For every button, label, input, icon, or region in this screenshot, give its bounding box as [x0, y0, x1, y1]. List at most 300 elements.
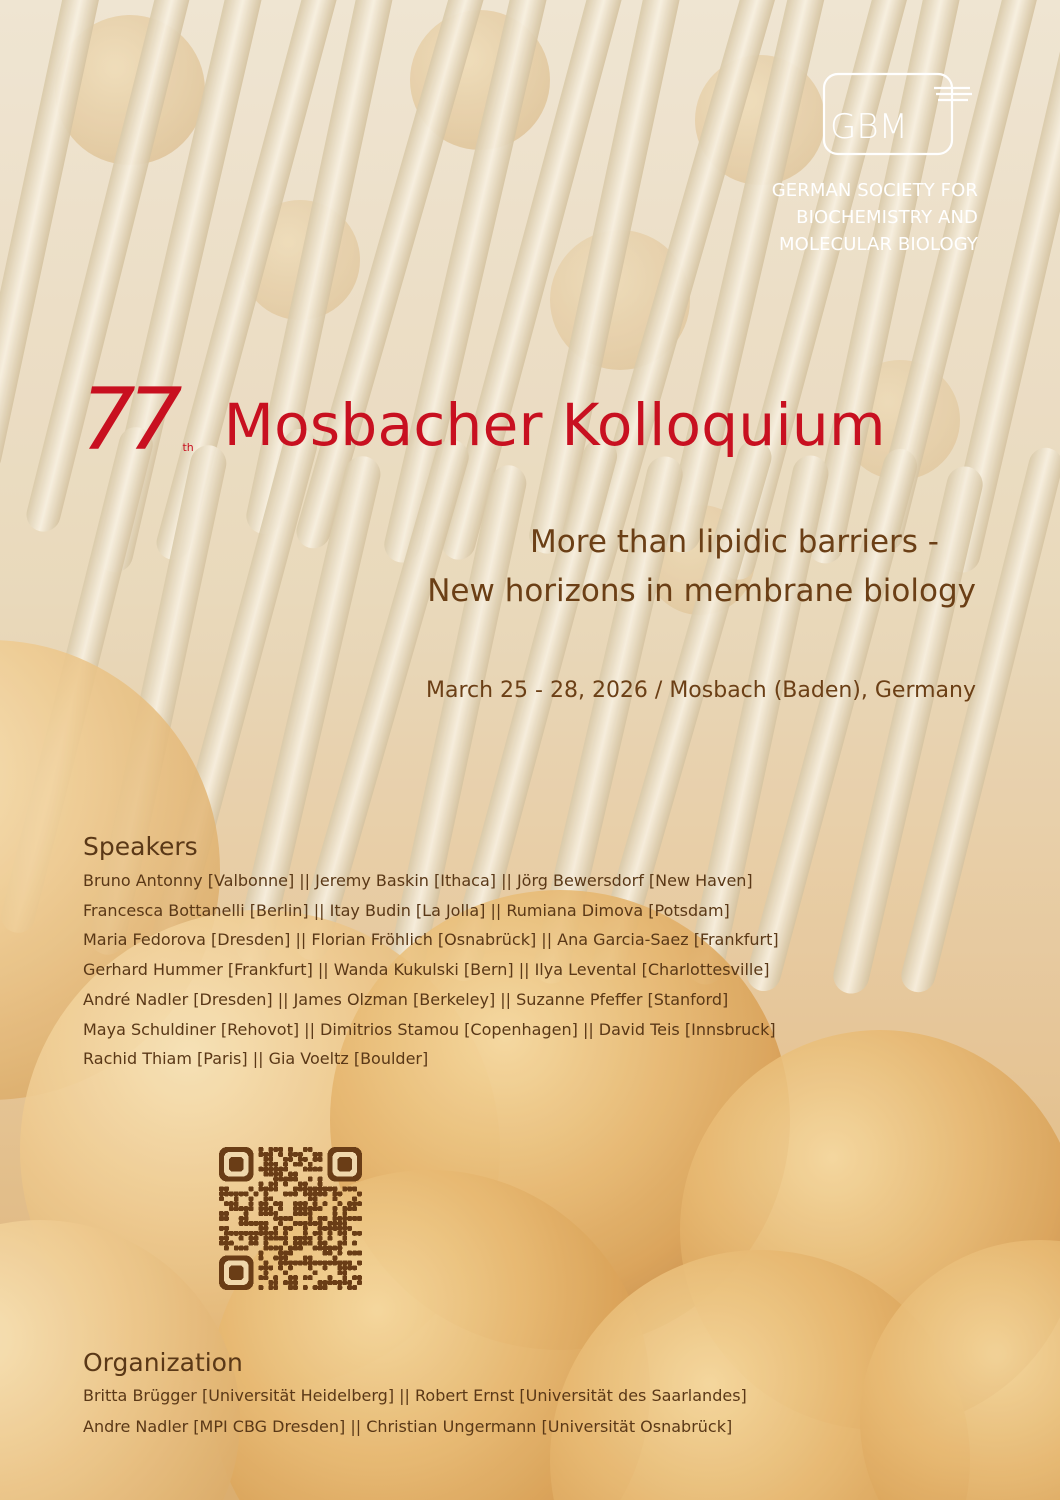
qr-module	[332, 1216, 337, 1221]
qr-module	[258, 1152, 263, 1157]
qr-module	[254, 1221, 259, 1226]
qr-module	[342, 1206, 347, 1211]
qr-module	[303, 1167, 308, 1172]
qr-module	[303, 1241, 308, 1246]
qr-module	[288, 1260, 293, 1265]
qr-module	[224, 1216, 229, 1221]
qr-module	[293, 1221, 298, 1226]
qr-module	[347, 1226, 352, 1231]
qr-module	[283, 1182, 288, 1187]
qr-module	[337, 1241, 342, 1246]
qr-module	[337, 1285, 342, 1290]
qr-module	[288, 1191, 293, 1196]
qr-module	[318, 1285, 323, 1290]
qr-module	[219, 1216, 224, 1221]
qr-module	[293, 1285, 298, 1290]
qr-module	[327, 1251, 332, 1256]
qr-module	[273, 1280, 278, 1285]
qr-module	[342, 1275, 347, 1280]
qr-module	[263, 1167, 268, 1172]
qr-module	[224, 1231, 229, 1236]
qr-module	[254, 1231, 259, 1236]
qr-module	[278, 1172, 283, 1177]
qr-module	[263, 1172, 268, 1177]
qr-module	[254, 1236, 259, 1241]
qr-module	[293, 1172, 298, 1177]
qr-module	[249, 1236, 254, 1241]
qr-module	[288, 1152, 293, 1157]
qr-module	[318, 1226, 323, 1231]
qr-module	[258, 1226, 263, 1231]
qr-module	[249, 1196, 254, 1201]
qr-module	[224, 1186, 229, 1191]
qr-module	[342, 1226, 347, 1231]
qr-module	[318, 1221, 323, 1226]
qr-module	[303, 1182, 308, 1187]
qr-module	[278, 1201, 283, 1206]
qr-module	[318, 1260, 323, 1265]
qr-module	[323, 1246, 328, 1251]
qr-finder	[229, 1157, 244, 1172]
qr-module	[308, 1221, 313, 1226]
qr-module	[278, 1206, 283, 1211]
qr-module	[332, 1280, 337, 1285]
qr-module	[278, 1260, 283, 1265]
qr-module	[278, 1216, 283, 1221]
qr-module	[258, 1231, 263, 1236]
qr-module	[283, 1260, 288, 1265]
qr-module	[273, 1162, 278, 1167]
qr-module	[342, 1186, 347, 1191]
qr-module	[268, 1186, 273, 1191]
qr-module	[263, 1157, 268, 1162]
qr-module	[357, 1231, 362, 1236]
qr-module	[313, 1201, 318, 1206]
qr-module	[318, 1231, 323, 1236]
qr-module	[268, 1231, 273, 1236]
qr-module	[357, 1251, 362, 1256]
qr-module	[224, 1236, 229, 1241]
qr-module	[327, 1226, 332, 1231]
qr-module	[337, 1216, 342, 1221]
qr-module	[283, 1251, 288, 1256]
qr-module	[288, 1251, 293, 1256]
speakers-heading: Speakers	[83, 832, 198, 861]
organization-list	[83, 1380, 983, 1442]
qr-module	[303, 1221, 308, 1226]
qr-module	[342, 1270, 347, 1275]
qr-module	[332, 1186, 337, 1191]
qr-module	[342, 1221, 347, 1226]
qr-module	[258, 1251, 263, 1256]
qr-module	[268, 1167, 273, 1172]
qr-module	[303, 1147, 308, 1152]
qr-module	[288, 1265, 293, 1270]
qr-module	[337, 1191, 342, 1196]
qr-module	[273, 1182, 278, 1187]
qr-module	[268, 1172, 273, 1177]
qr-module	[268, 1157, 273, 1162]
qr-module	[263, 1221, 268, 1226]
qr-module	[268, 1246, 273, 1251]
qr-module	[283, 1236, 288, 1241]
qr-module	[278, 1147, 283, 1152]
qr-module	[337, 1270, 342, 1275]
qr-module	[352, 1186, 357, 1191]
qr-module	[308, 1147, 313, 1152]
qr-module	[258, 1206, 263, 1211]
society-line: MOLECULAR BIOLOGY	[779, 234, 978, 255]
organization-line: Britta Brügger [Universität Heidelberg] || Robert Ernst [Universität des Saarlandes]	[83, 1386, 747, 1405]
qr-module	[293, 1191, 298, 1196]
qr-module	[263, 1206, 268, 1211]
qr-module	[258, 1285, 263, 1290]
qr-module	[327, 1275, 332, 1280]
society-line: GERMAN SOCIETY FOR	[771, 180, 978, 201]
event-number: 77	[81, 370, 175, 470]
qr-module	[298, 1206, 303, 1211]
qr-module	[337, 1246, 342, 1251]
qr-module	[357, 1275, 362, 1280]
qr-module	[249, 1186, 254, 1191]
qr-module	[234, 1246, 239, 1251]
speaker-line: Rachid Thiam [Paris] || Gia Voeltz [Boulder]	[83, 1049, 429, 1069]
qr-module	[288, 1285, 293, 1290]
qr-module	[239, 1191, 244, 1196]
qr-module	[352, 1265, 357, 1270]
qr-module	[229, 1201, 234, 1206]
qr-module	[283, 1162, 288, 1167]
qr-module	[268, 1265, 273, 1270]
qr-module	[308, 1196, 313, 1201]
qr-module	[229, 1231, 234, 1236]
qr-module	[342, 1280, 347, 1285]
qr-module	[293, 1206, 298, 1211]
qr-module	[239, 1236, 244, 1241]
qr-module	[347, 1285, 352, 1290]
speaker-line: Maria Fedorova [Dresden] || Florian Fröhlich [Osnabrück] || Ana Garcia-Saez [Frankfurt]	[83, 930, 779, 950]
qr-module	[313, 1186, 318, 1191]
speaker-line: Maya Schuldiner [Rehovot] || Dimitrios Stamou [Copenhagen] || David Teis [Innsbruck]	[83, 1019, 776, 1039]
qr-module	[273, 1231, 278, 1236]
qr-module	[303, 1186, 308, 1191]
qr-module	[332, 1191, 337, 1196]
qr-module	[323, 1241, 328, 1246]
qr-module	[219, 1211, 224, 1216]
qr-module	[357, 1191, 362, 1196]
qr-module	[337, 1251, 342, 1256]
qr-module	[293, 1241, 298, 1246]
qr-module	[263, 1241, 268, 1246]
qr-module	[268, 1162, 273, 1167]
qr-module	[313, 1260, 318, 1265]
qr-module	[293, 1275, 298, 1280]
qr-module	[288, 1280, 293, 1285]
qr-module	[323, 1201, 328, 1206]
qr-module	[263, 1270, 268, 1275]
qr-module	[352, 1251, 357, 1256]
qr-module	[303, 1231, 308, 1236]
qr-module	[293, 1211, 298, 1216]
qr-module	[298, 1236, 303, 1241]
qr-module	[342, 1236, 347, 1241]
qr-module	[263, 1236, 268, 1241]
qr-module	[288, 1147, 293, 1152]
qr-module	[313, 1152, 318, 1157]
qr-module	[323, 1191, 328, 1196]
qr-module	[283, 1191, 288, 1196]
qr-module	[244, 1246, 249, 1251]
qr-module	[298, 1241, 303, 1246]
qr-module	[357, 1201, 362, 1206]
qr-module	[239, 1246, 244, 1251]
qr-module	[332, 1196, 337, 1201]
qr-module	[318, 1236, 323, 1241]
qr-module	[303, 1285, 308, 1290]
qr-code-icon[interactable]	[219, 1147, 362, 1290]
qr-module	[258, 1211, 263, 1216]
qr-module	[244, 1206, 249, 1211]
qr-module	[258, 1275, 263, 1280]
qr-module	[263, 1196, 268, 1201]
qr-module	[263, 1186, 268, 1191]
qr-module	[332, 1226, 337, 1231]
qr-module	[293, 1152, 298, 1157]
qr-module	[283, 1241, 288, 1246]
qr-module	[224, 1211, 229, 1216]
qr-module	[323, 1260, 328, 1265]
qr-module	[313, 1167, 318, 1172]
qr-module	[308, 1191, 313, 1196]
qr-module	[298, 1260, 303, 1265]
qr-module	[327, 1280, 332, 1285]
qr-module	[254, 1241, 259, 1246]
qr-module	[273, 1226, 278, 1231]
qr-module	[288, 1226, 293, 1231]
qr-module	[288, 1246, 293, 1251]
qr-module	[249, 1231, 254, 1236]
qr-module	[298, 1221, 303, 1226]
qr-module	[298, 1157, 303, 1162]
qr-module	[219, 1186, 224, 1191]
qr-module	[278, 1167, 283, 1172]
qr-module	[278, 1236, 283, 1241]
qr-module	[298, 1211, 303, 1216]
qr-module	[308, 1206, 313, 1211]
qr-module	[332, 1260, 337, 1265]
qr-module	[318, 1186, 323, 1191]
qr-module	[323, 1285, 328, 1290]
qr-module	[288, 1275, 293, 1280]
event-number-suffix: th	[182, 441, 194, 454]
qr-module	[249, 1241, 254, 1246]
qr-module	[327, 1186, 332, 1191]
qr-module	[318, 1280, 323, 1285]
qr-module	[268, 1236, 273, 1241]
qr-module	[323, 1186, 328, 1191]
qr-module	[244, 1191, 249, 1196]
qr-module	[258, 1186, 263, 1191]
qr-module	[308, 1265, 313, 1270]
qr-module	[303, 1255, 308, 1260]
qr-module	[303, 1191, 308, 1196]
qr-module	[273, 1246, 278, 1251]
qr-module	[263, 1201, 268, 1206]
qr-module	[283, 1280, 288, 1285]
qr-module	[318, 1177, 323, 1182]
qr-module	[283, 1157, 288, 1162]
qr-module	[308, 1216, 313, 1221]
qr-module	[293, 1260, 298, 1265]
qr-module	[323, 1216, 328, 1221]
qr-module	[318, 1152, 323, 1157]
qr-module	[342, 1241, 347, 1246]
qr-finder	[229, 1265, 244, 1280]
qr-module	[313, 1231, 318, 1236]
qr-module	[278, 1255, 283, 1260]
qr-module	[352, 1216, 357, 1221]
qr-module	[239, 1221, 244, 1226]
qr-module	[219, 1241, 224, 1246]
qr-module	[313, 1191, 318, 1196]
qr-module	[347, 1251, 352, 1256]
qr-module	[303, 1236, 308, 1241]
qr-module	[224, 1201, 229, 1206]
qr-module	[308, 1241, 313, 1246]
qr-module	[244, 1221, 249, 1226]
qr-module	[293, 1280, 298, 1285]
qr-module	[313, 1157, 318, 1162]
qr-module	[283, 1216, 288, 1221]
qr-module	[283, 1177, 288, 1182]
qr-module	[283, 1167, 288, 1172]
qr-module	[308, 1260, 313, 1265]
qr-finder	[337, 1157, 352, 1172]
qr-module	[273, 1275, 278, 1280]
qr-module	[268, 1285, 273, 1290]
qr-module	[293, 1236, 298, 1241]
qr-module	[323, 1251, 328, 1256]
qr-module	[263, 1260, 268, 1265]
qr-module	[298, 1162, 303, 1167]
qr-module	[258, 1182, 263, 1187]
qr-module	[288, 1216, 293, 1221]
qr-module	[244, 1231, 249, 1236]
qr-module	[273, 1255, 278, 1260]
qr-module	[308, 1186, 313, 1191]
qr-module	[263, 1231, 268, 1236]
qr-module	[249, 1221, 254, 1226]
speakers-list	[83, 866, 1018, 1074]
qr-module	[288, 1172, 293, 1177]
qr-module	[347, 1280, 352, 1285]
qr-module	[258, 1265, 263, 1270]
qr-module	[327, 1231, 332, 1236]
event-name: Mosbacher Kolloquium	[223, 391, 886, 459]
qr-module	[278, 1251, 283, 1256]
qr-module	[293, 1162, 298, 1167]
qr-module	[318, 1246, 323, 1251]
qr-module	[318, 1241, 323, 1246]
qr-module	[337, 1221, 342, 1226]
qr-module	[313, 1246, 318, 1251]
qr-module	[337, 1231, 342, 1236]
qr-module	[357, 1216, 362, 1221]
speaker-line: Bruno Antonny [Valbonne] || Jeremy Baskin [Ithaca] || Jörg Bewersdorf [New Haven]	[83, 871, 753, 890]
qr-module	[273, 1236, 278, 1241]
qr-module	[239, 1216, 244, 1221]
qr-module	[313, 1270, 318, 1275]
qr-module	[234, 1201, 239, 1206]
qr-module	[268, 1196, 273, 1201]
event-date-location: March 25 - 28, 2026 / Mosbach (Baden), Germany	[425, 678, 976, 703]
qr-module	[293, 1201, 298, 1206]
qr-module	[308, 1167, 313, 1172]
qr-module	[283, 1231, 288, 1236]
qr-module	[308, 1255, 313, 1260]
qr-module	[327, 1221, 332, 1226]
subtitle-line-1: More than lipidic barriers -	[530, 524, 939, 560]
qr-module	[298, 1182, 303, 1187]
qr-module	[229, 1241, 234, 1246]
speaker-line: André Nadler [Dresden] || James Olzman [Berkeley] || Suzanne Pfeffer [Stanford]	[83, 989, 729, 1009]
qr-module	[283, 1270, 288, 1275]
qr-module	[234, 1206, 239, 1211]
qr-module	[303, 1275, 308, 1280]
qr-module	[332, 1255, 337, 1260]
qr-module	[219, 1196, 224, 1201]
qr-module	[303, 1157, 308, 1162]
qr-module	[278, 1152, 283, 1157]
qr-module	[308, 1162, 313, 1167]
speaker-line: Francesca Bottanelli [Berlin] || Itay Budin [La Jolla] || Rumiana Dimova [Potsdam]	[83, 900, 730, 920]
qr-module	[258, 1255, 263, 1260]
qr-module	[332, 1221, 337, 1226]
qr-module	[313, 1221, 318, 1226]
qr-module	[273, 1211, 278, 1216]
qr-module	[318, 1167, 323, 1172]
qr-module	[293, 1177, 298, 1182]
qr-module	[337, 1201, 342, 1206]
qr-module	[263, 1265, 268, 1270]
qr-module	[234, 1231, 239, 1236]
qr-module	[332, 1206, 337, 1211]
qr-module	[258, 1147, 263, 1152]
qr-module	[347, 1216, 352, 1221]
qr-module	[327, 1246, 332, 1251]
qr-module	[318, 1182, 323, 1187]
qr-module	[249, 1206, 254, 1211]
qr-module	[357, 1260, 362, 1265]
qr-module	[278, 1246, 283, 1251]
qr-module	[258, 1167, 263, 1172]
qr-module	[313, 1285, 318, 1290]
qr-module	[263, 1226, 268, 1231]
qr-module	[249, 1201, 254, 1206]
qr-module	[352, 1285, 357, 1290]
qr-module	[323, 1265, 328, 1270]
qr-module	[263, 1275, 268, 1280]
qr-module	[244, 1216, 249, 1221]
qr-module	[239, 1206, 244, 1211]
qr-module	[219, 1226, 224, 1231]
qr-module	[327, 1236, 332, 1241]
qr-module	[273, 1216, 278, 1221]
qr-module	[219, 1236, 224, 1241]
qr-module	[342, 1260, 347, 1265]
qr-module	[268, 1147, 273, 1152]
qr-module	[268, 1182, 273, 1187]
